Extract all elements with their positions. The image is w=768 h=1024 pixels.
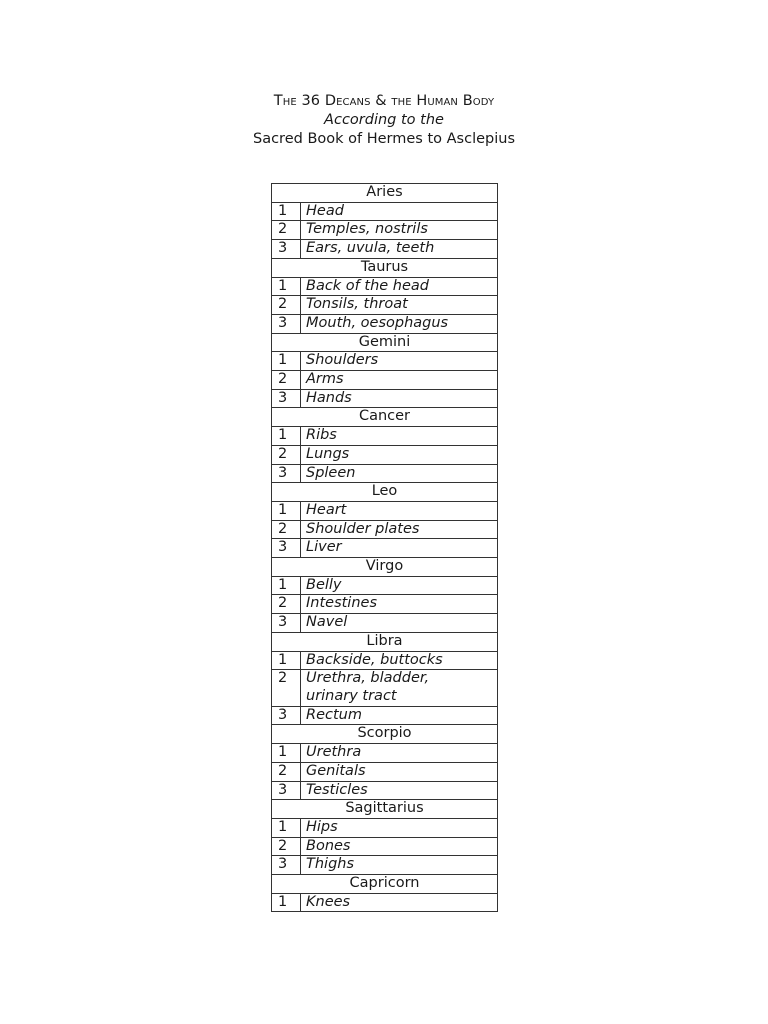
body-part: Lungs [301,445,498,464]
sign-name: Scorpio [272,725,498,744]
decan-number: 2 [272,520,301,539]
decan-row [272,501,498,520]
decan-row [272,464,498,483]
decan-row [272,520,498,539]
body-part: Rectum [301,706,498,725]
decan-number: 3 [272,314,301,333]
decan-row [272,389,498,408]
sign-name: Cancer [272,408,498,427]
body-part: Back of the head [301,277,498,296]
decan-row [272,818,498,837]
decan-number: 1 [272,352,301,371]
decan-row [272,314,498,333]
body-part: Belly [301,576,498,595]
body-part: Arms [301,371,498,390]
decan-number: 2 [272,595,301,614]
decan-number: 3 [272,856,301,875]
decan-row [272,762,498,781]
body-part: Testicles [301,781,498,800]
title-line-3: Sacred Book of Hermes to Asclepius [253,131,515,147]
decan-number: 2 [272,670,301,706]
decan-row [272,371,498,390]
sign-header-row [272,483,498,502]
body-part: Temples, nostrils [301,221,498,240]
decan-row [272,352,498,371]
sign-name: Sagittarius [272,800,498,819]
decan-number: 1 [272,576,301,595]
decan-row [272,445,498,464]
decan-row [272,576,498,595]
decan-number: 1 [272,893,301,912]
decan-row [272,651,498,670]
sign-name: Aries [272,184,498,203]
decan-number: 3 [272,464,301,483]
decan-row [272,893,498,912]
decan-row [272,856,498,875]
decan-number: 1 [272,501,301,520]
body-part: Intestines [301,595,498,614]
sign-header-row [272,333,498,352]
decan-number: 2 [272,762,301,781]
decans-table [271,183,498,912]
title-line-1: The 36 Decans & the Human Body [273,93,495,109]
decan-row [272,595,498,614]
body-part: Tonsils, throat [301,296,498,315]
sign-name: Libra [272,632,498,651]
decan-row [272,539,498,558]
decan-number: 2 [272,221,301,240]
decans-table-body [272,184,498,912]
decan-number: 3 [272,614,301,633]
sign-header-row [272,875,498,894]
decan-number: 1 [272,202,301,221]
body-part: Hands [301,389,498,408]
body-part: Shoulders [301,352,498,371]
body-part: Thighs [301,856,498,875]
decan-row [272,744,498,763]
body-part: Navel [301,614,498,633]
sign-header-row [272,184,498,203]
decan-number: 1 [272,277,301,296]
body-part: Hips [301,818,498,837]
body-part: Urethra [301,744,498,763]
decan-row [272,706,498,725]
decan-row [272,670,498,706]
sign-header-row [272,558,498,577]
decan-number: 2 [272,371,301,390]
sign-header-row [272,725,498,744]
sign-name: Leo [272,483,498,502]
decan-number: 3 [272,389,301,408]
sign-name: Taurus [272,258,498,277]
sign-name: Gemini [272,333,498,352]
body-part: Spleen [301,464,498,483]
decan-number: 2 [272,296,301,315]
decan-number: 1 [272,818,301,837]
sign-name: Capricorn [272,875,498,894]
decan-row [272,781,498,800]
decan-row [272,296,498,315]
document-heading [0,92,768,149]
body-part: Urethra, bladder, urinary tract [301,670,498,706]
decan-row [272,837,498,856]
body-part: Mouth, oesophagus [301,314,498,333]
decan-row [272,277,498,296]
sign-header-row [272,408,498,427]
decan-number: 3 [272,706,301,725]
decan-number: 3 [272,539,301,558]
title-line-2: According to the [324,112,444,128]
decan-number: 1 [272,427,301,446]
decan-number: 3 [272,240,301,259]
sign-header-row [272,632,498,651]
decan-row [272,427,498,446]
decan-number: 2 [272,445,301,464]
body-part: Head [301,202,498,221]
body-part: Ears, uvula, teeth [301,240,498,259]
decan-number: 1 [272,651,301,670]
body-part: Heart [301,501,498,520]
sign-header-row [272,258,498,277]
decan-number: 1 [272,744,301,763]
decan-row [272,240,498,259]
sign-header-row [272,800,498,819]
sign-name: Virgo [272,558,498,577]
decan-row [272,614,498,633]
body-part: Shoulder plates [301,520,498,539]
decan-row [272,221,498,240]
body-part: Genitals [301,762,498,781]
decan-number: 3 [272,781,301,800]
body-part: Bones [301,837,498,856]
body-part: Liver [301,539,498,558]
decan-row [272,202,498,221]
body-part: Backside, buttocks [301,651,498,670]
body-part: Knees [301,893,498,912]
body-part: Ribs [301,427,498,446]
decan-number: 2 [272,837,301,856]
